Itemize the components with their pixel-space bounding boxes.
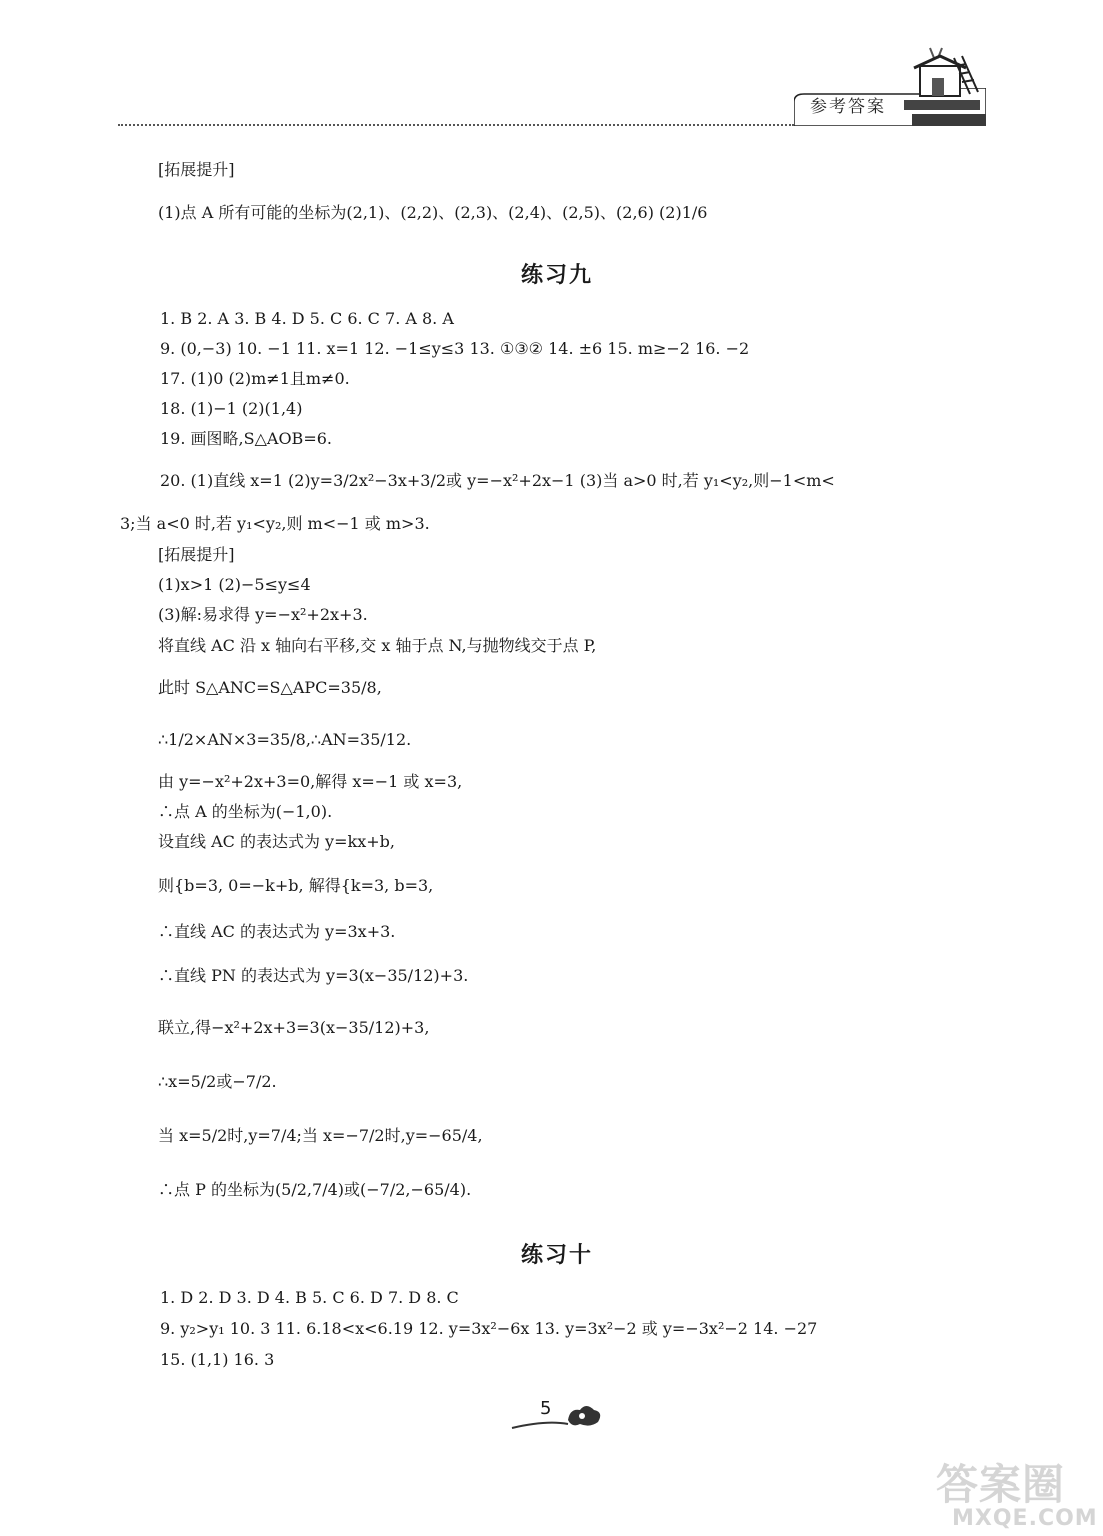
ex9-ext-line-2: (3)解:易求得 y=−x²+2x+3. — [158, 605, 368, 624]
ex9-line-5: 19. 画图略,S△AOB=6. — [160, 429, 332, 448]
section-title-ex10: 练习十 — [521, 1243, 594, 1268]
ex10-line-3: 15. (1,1) 16. 3 — [160, 1350, 275, 1369]
ex9-line-3: 17. (1)0 (2)m≠1且m≠0. — [160, 369, 350, 388]
watermark — [930, 1452, 1098, 1534]
ex9-line-4: 18. (1)−1 (2)(1,4) — [160, 399, 303, 418]
section-title-ex9: 练习九 — [521, 263, 594, 288]
ext-line-top: (1)点 A 所有可能的坐标为(2,1)、(2,2)、(2,3)、(2,4)、(2,5)、(2,6) (2)1/6 — [158, 203, 708, 222]
ext-heading-ex9: [拓展提升] — [158, 545, 235, 564]
ex9-ext-line-1: (1)x>1 (2)−5≤y≤4 — [158, 575, 311, 594]
ex9-ext-line-11: ∴直线 PN 的表达式为 y=3(x−35/12)+3. — [158, 966, 469, 985]
ex9-line-1: 1. B 2. A 3. B 4. D 5. C 6. C 7. A 8. A — [160, 309, 454, 328]
cloud-ornament-icon — [506, 1398, 606, 1434]
ex9-ext-line-15: ∴点 P 的坐标为(5/2,7/4)或(−7/2,−65/4). — [158, 1180, 472, 1199]
ex9-ext-line-14: 当 x=5/2时,y=7/4;当 x=−7/2时,y=−65/4, — [158, 1126, 483, 1145]
ex9-line-7: 3;当 a<0 时,若 y₁<y₂,则 m<−1 或 m>3. — [120, 514, 430, 533]
ex9-ext-line-5: ∴1/2×AN×3=35/8,∴AN=35/12. — [158, 730, 412, 749]
ex10-line-2: 9. y₂>y₁ 10. 3 11. 6.18<x<6.19 12. y=3x²−6x 13. y=3x²−2 或 y=−3x²−2 14. −27 — [160, 1319, 818, 1338]
ex10-line-1: 1. D 2. D 3. D 4. B 5. C 6. D 7. D 8. C — [160, 1288, 459, 1307]
house-ladder-icon — [904, 44, 980, 114]
ex9-ext-line-8: 设直线 AC 的表达式为 y=kx+b, — [158, 832, 395, 851]
ex9-ext-line-4: 此时 S△ANC=S△APC=35/8, — [158, 678, 382, 697]
header-dotted-rule — [118, 124, 794, 126]
ex9-line-6: 20. (1)直线 x=1 (2)y=3/2x²−3x+3/2或 y=−x²+2x−1 (3)当 a>0 时,若 y₁<y₂,则−1<m< — [160, 471, 835, 490]
ex9-ext-line-13: ∴x=5/2或−7/2. — [158, 1072, 277, 1091]
watermark-url: MXQE.COM — [952, 1506, 1098, 1531]
ex9-ext-line-9: 则{b=3, 0=−k+b, 解得{k=3, b=3, — [158, 876, 434, 895]
ex9-ext-line-10: ∴直线 AC 的表达式为 y=3x+3. — [158, 922, 396, 941]
ex9-ext-line-12: 联立,得−x²+2x+3=3(x−35/12)+3, — [158, 1018, 430, 1037]
watermark-text: 答案圈 — [936, 1460, 1066, 1509]
ex9-line-2: 9. (0,−3) 10. −1 11. x=1 12. −1≤y≤3 13. ①③② 14. ±6 15. m≥−2 16. −2 — [160, 339, 750, 358]
ex9-ext-line-6: 由 y=−x²+2x+3=0,解得 x=−1 或 x=3, — [158, 772, 463, 791]
ext-heading-top: [拓展提升] — [158, 160, 235, 179]
ex9-ext-line-7: ∴点 A 的坐标为(−1,0). — [158, 802, 333, 821]
header-label: 参考答案 — [810, 97, 886, 117]
ex9-ext-line-3: 将直线 AC 沿 x 轴向右平移,交 x 轴于点 N,与抛物线交于点 P, — [158, 636, 597, 655]
page-number: 5 — [540, 1398, 552, 1419]
